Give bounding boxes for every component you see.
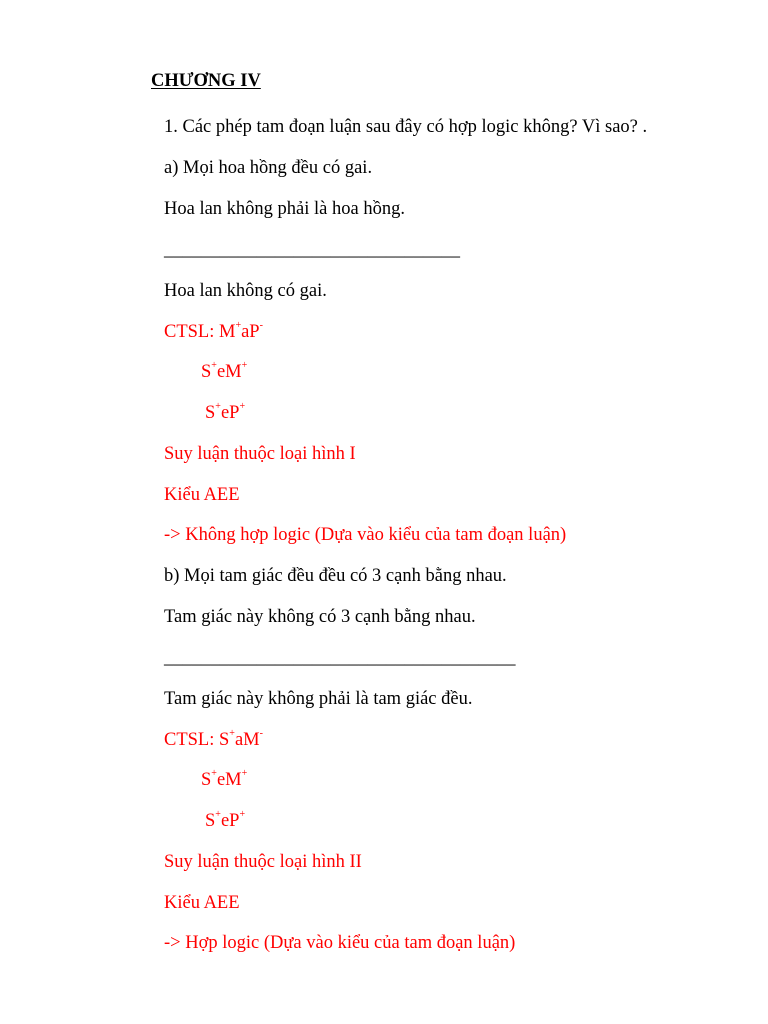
part-b-figure: Suy luận thuộc loại hình II	[164, 852, 362, 872]
sign: -	[259, 727, 263, 739]
chapter-title: CHƯƠNG IV	[151, 71, 261, 91]
ctsl-prefix: CTSL:	[164, 730, 219, 750]
part-a-mood: Kiểu AEE	[164, 485, 240, 505]
part-b-verdict: -> Hợp logic (Dựa vào kiểu của tam đoạn luận)	[164, 933, 516, 953]
part-a-conclusion: Hoa lan không có gai.	[164, 281, 327, 301]
ctsl-prefix: CTSL:	[164, 322, 219, 342]
part-b-conclusion: Tam giác này không phải là tam giác đều.	[164, 689, 473, 709]
part-a-figure: Suy luận thuộc loại hình I	[164, 444, 356, 464]
term: eP	[220, 403, 240, 423]
sign: +	[229, 727, 235, 739]
part-b-premise-2: Tam giác này không có 3 cạnh bằng nhau.	[164, 607, 476, 627]
sign: +	[235, 319, 242, 331]
term: S	[205, 811, 216, 831]
term: aP	[241, 322, 260, 342]
sign: +	[241, 767, 248, 779]
part-a-premise-2: Hoa lan không phải là hoa hồng.	[164, 199, 405, 219]
term: eM	[216, 770, 242, 790]
part-b-ctsl-line-2	[201, 769, 247, 791]
part-a-ctsl-line-2	[201, 361, 247, 383]
term: eM	[216, 362, 242, 382]
sign: -	[259, 319, 263, 331]
part-b-premise-1: b) Mọi tam giác đều đều có 3 cạnh bằng nhau.	[164, 566, 507, 586]
part-a-ctsl-line-3	[205, 402, 245, 424]
sign: +	[239, 400, 246, 412]
sign: +	[241, 359, 248, 371]
sign: +	[215, 808, 221, 820]
part-b-ctsl-line-3	[205, 810, 245, 832]
term: S	[219, 730, 230, 750]
term: eP	[220, 811, 240, 831]
part-a-premise-1: a) Mọi hoa hồng đều có gai.	[164, 158, 373, 178]
part-b-divider: ______________________________________	[164, 648, 516, 668]
term: aM	[234, 730, 260, 750]
term: S	[205, 403, 216, 423]
sign: +	[239, 808, 246, 820]
part-b-ctsl-line-1	[164, 729, 263, 751]
sign: +	[215, 400, 221, 412]
question-text: 1. Các phép tam đoạn luận sau đây có hợp logic không? Vì sao? .	[164, 117, 648, 137]
part-a-ctsl-line-1	[164, 321, 263, 343]
sign: +	[211, 767, 217, 779]
part-b-mood: Kiểu AEE	[164, 893, 240, 913]
part-a-verdict: -> Không hợp logic (Dựa vào kiểu của tam đoạn luận)	[164, 525, 567, 545]
term: M	[219, 322, 236, 342]
sign: +	[211, 359, 217, 371]
term: S	[201, 362, 212, 382]
part-a-divider: ________________________________	[164, 240, 460, 260]
term: S	[201, 770, 212, 790]
